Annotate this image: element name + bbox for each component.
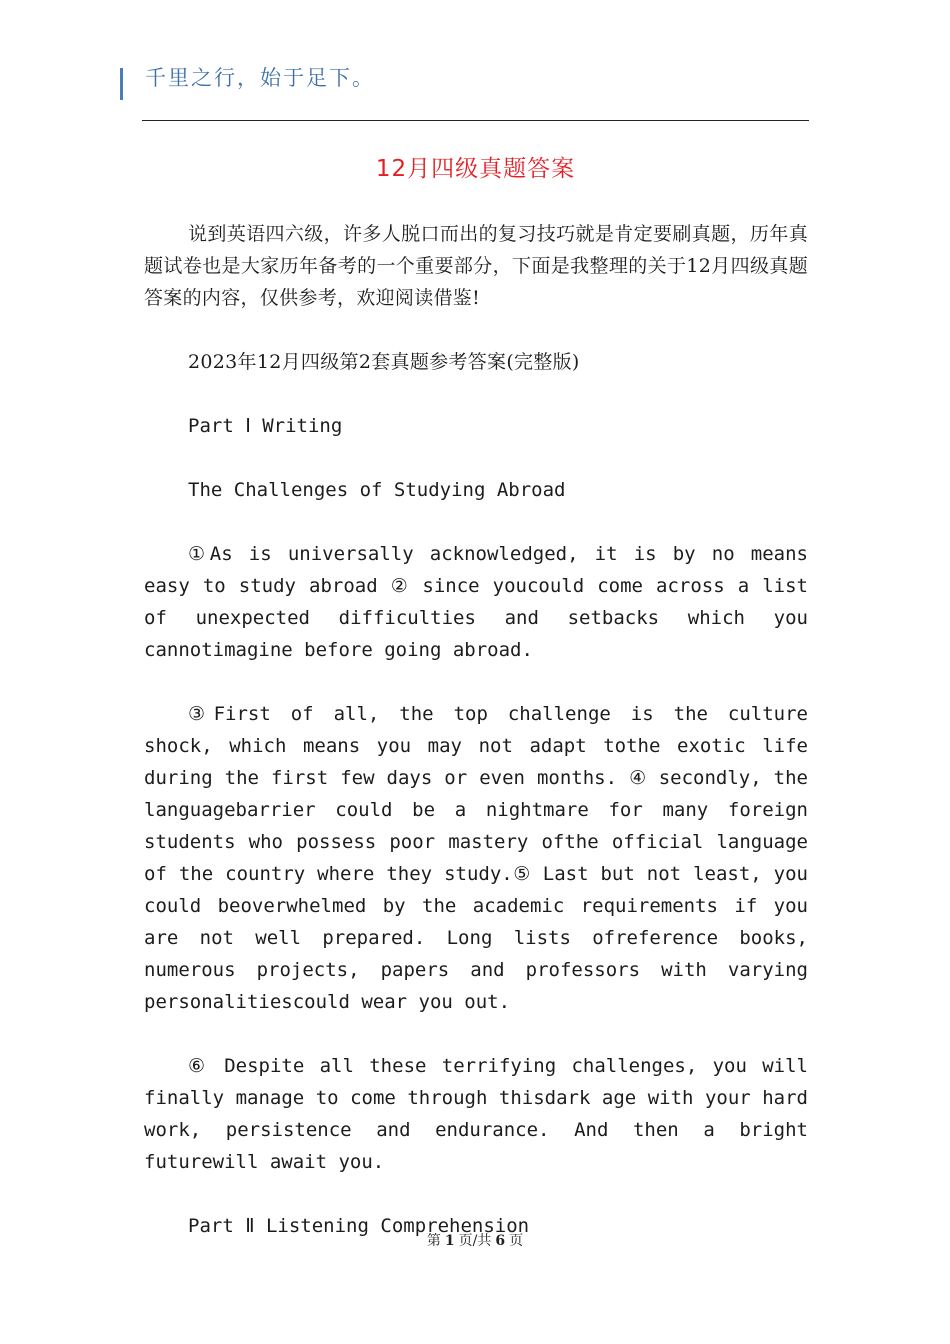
essay-paragraph-3: ⑥ Despite all these terrifying challenges, you will finally manage to come through thisdark age with your hard work, persistence and endurance. And then a bright futurewill await you. bbox=[144, 1055, 808, 1173]
header-motto: 千里之行，始于足下。 bbox=[145, 66, 375, 90]
header-divider bbox=[142, 120, 809, 121]
document-body bbox=[144, 218, 808, 1274]
part-heading-writing: Part Ⅰ Writing bbox=[188, 415, 343, 437]
essay-title: The Challenges of Studying Abroad bbox=[188, 479, 566, 501]
header-accent-bar bbox=[120, 68, 123, 100]
intro-paragraph: 说到英语四六级，许多人脱口而出的复习技巧就是肯定要刷真题，历年真题试卷也是大家历年备考的一个重要部分，下面是我整理的关于12月四级真题答案的内容，仅供参考，欢迎阅读借鉴! bbox=[144, 223, 808, 309]
footer-total-pages: 6 bbox=[495, 1233, 506, 1249]
page-footer bbox=[0, 1230, 950, 1250]
section-heading: 2023年12月四级第2套真题参考答案(完整版) bbox=[188, 351, 580, 373]
document-title: 12月四级真题答案 bbox=[375, 156, 576, 182]
footer-prefix: 第 bbox=[426, 1233, 441, 1249]
footer-page-number: 1 bbox=[444, 1233, 455, 1249]
essay-paragraph-2: ③First of all, the top challenge is the culture shock, which means you may not adapt tothe exotic life during the first few days or even months. ④ secondly, the languagebarrier could be a nightmare for many foreign students who possess poor mastery ofthe official language of the country where they study.⑤ Last but not least, you could beoverwhelmed by the academic requirements if you are not well prepared. Long lists ofreference books, numerous projects, papers and professors with varying personalitiescould wear you out. bbox=[144, 703, 808, 1013]
essay-paragraph-1: ①As is universally acknowledged, it is by no means easy to study abroad ② since youcould come across a list of unexpected difficulties and setbacks which you cannotimagine before going abroad. bbox=[144, 543, 808, 661]
part-heading-listening: Part Ⅱ Listening Comprehension bbox=[188, 1215, 530, 1237]
footer-middle: 页/共 bbox=[458, 1233, 492, 1249]
footer-suffix: 页 bbox=[509, 1233, 524, 1249]
